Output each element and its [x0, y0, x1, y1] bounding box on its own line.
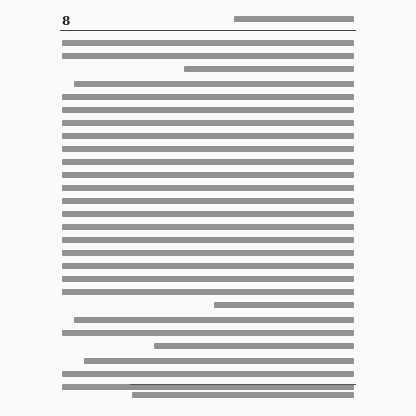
text-line	[62, 133, 354, 139]
text-line	[154, 343, 354, 349]
text-line	[62, 263, 354, 269]
text-line	[62, 224, 354, 230]
text-line	[62, 237, 354, 243]
text-line	[62, 198, 354, 204]
text-line	[62, 120, 354, 126]
text-line	[74, 81, 354, 87]
page-number: 8	[62, 14, 71, 28]
header-rule	[60, 30, 356, 31]
text-line	[62, 330, 354, 336]
text-line	[214, 302, 354, 308]
text-line	[62, 146, 354, 152]
text-line	[62, 211, 354, 217]
body-text	[62, 38, 354, 400]
running-header	[234, 13, 354, 25]
text-line	[62, 276, 354, 282]
text-line	[184, 66, 354, 72]
text-line	[62, 289, 354, 295]
text-line	[62, 107, 354, 113]
text-line	[62, 40, 354, 46]
text-line	[62, 172, 354, 178]
text-line	[62, 371, 354, 377]
text-line	[74, 317, 354, 323]
footnote-line	[132, 392, 354, 398]
text-line	[62, 53, 354, 59]
text-line	[62, 250, 354, 256]
text-line	[62, 185, 354, 191]
footnote-rule	[130, 384, 356, 385]
text-line	[62, 159, 354, 165]
text-line	[84, 358, 354, 364]
text-line	[62, 94, 354, 100]
